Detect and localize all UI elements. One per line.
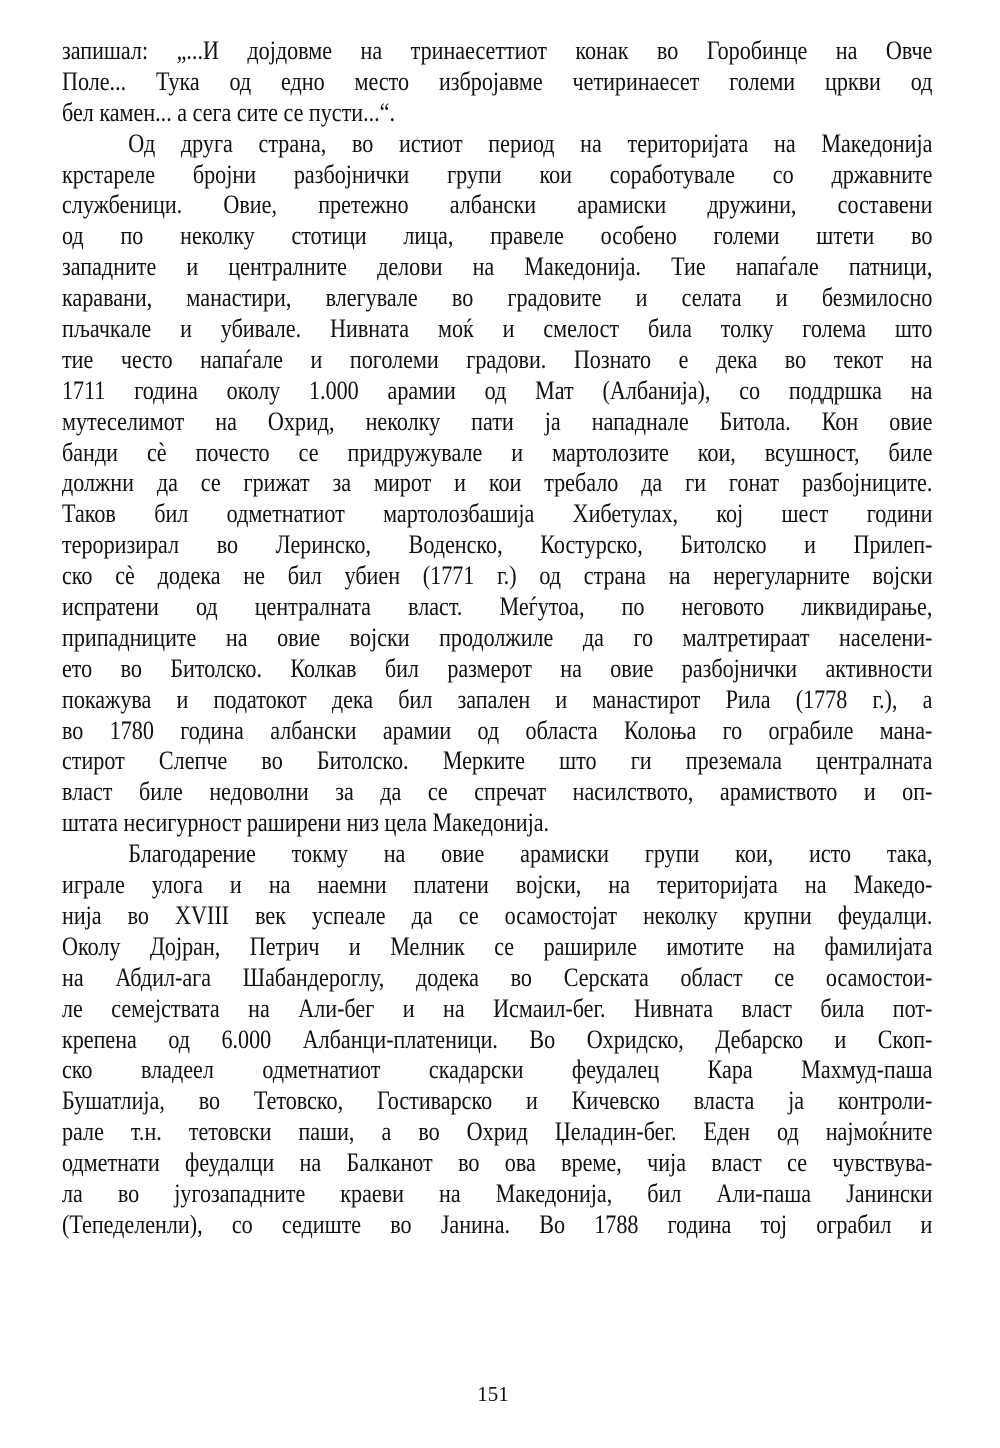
text-line: запишал: „...И дојдовме на тринаесеттиот конак во Горобинце на Овче bbox=[62, 36, 933, 65]
text-line: каравани, манастири, влегувале во градовите и селата и безмилосно bbox=[62, 283, 933, 313]
text-line: тие често напаѓале и поголеми градови. Познато е дека во текот на bbox=[62, 344, 933, 374]
paragraph bbox=[62, 36, 932, 129]
text-line: банди сè почесто се придружувале и мартолозите кои, всушност, биле bbox=[62, 437, 933, 467]
text-line: во 1780 година албански арамии од областа Колоња го ограбиле мана- bbox=[62, 715, 933, 745]
text-line: Таков бил одметнатиот мартолозбашија Хибетулах, кој шест години bbox=[62, 499, 933, 529]
text-line: од по неколку стотици лица, правеле особено големи штети во bbox=[62, 221, 933, 251]
text-line: Од друга страна, во истиот период на територијата на Македонија bbox=[128, 128, 933, 158]
page-number: 151 bbox=[477, 1382, 509, 1406]
text-line: (Тепеделенли), со седиштe во Јанина. Во 1788 година тој ограбил и bbox=[62, 1209, 933, 1239]
text-line: ето во Битолско. Колкав бил размерот на овие разбојнички активности bbox=[62, 653, 933, 683]
body-text bbox=[62, 36, 932, 1241]
text-line: тероризирал во Леринско, Воденско, Костурско, Битолско и Прилеп- bbox=[62, 530, 933, 560]
text-line: бел камен... а сега сите се пусти...“. bbox=[62, 97, 396, 127]
text-line: штата несигурност раширени низ цела Македонија. bbox=[62, 808, 550, 838]
text-line: должни да се грижат за мирот и кои требало да ги гонат разбојниците. bbox=[62, 468, 933, 498]
text-line: Поле... Тука од едно место избројавме четиринаесет големи цркви од bbox=[62, 66, 933, 96]
text-line: власт биле недоволни за да се спречат насилството, арамиството и оп- bbox=[62, 777, 933, 807]
text-line: ско сè додека не бил убиен (1771 г.) од страна на нерегуларните војски bbox=[62, 561, 933, 591]
text-line: западните и централните делови на Македонија. Тие напаѓале патници, bbox=[62, 252, 933, 282]
paragraph bbox=[62, 129, 932, 839]
paragraph bbox=[62, 839, 932, 1241]
text-line: рале т.н. тетовски паши, а во Охрид Џеладин-бег. Еден од најмоќните bbox=[62, 1117, 933, 1147]
text-line: припадниците на овие војски продолжиле да го малтретираат населени- bbox=[62, 622, 933, 652]
text-line: одметнати феудалци на Балканот во ова време, чија власт се чувствува- bbox=[62, 1148, 933, 1178]
text-line: службеници. Овие, претежно албански арамиски дружини, составени bbox=[62, 190, 933, 220]
text-line: ла во југозападните краеви на Македонија, бил Али-паша Јанински bbox=[62, 1178, 933, 1208]
text-line: Благодарение токму на овие арамиски групи кои, исто така, bbox=[128, 839, 933, 869]
text-line: ско владеел одметнатиот скадарски феудалец Кара Махмуд-паша bbox=[62, 1055, 933, 1085]
text-line: Околу Дојран, Петрич и Мелник се рашириле имотите на фамилијата bbox=[62, 931, 933, 961]
text-line: нија во XVIII век успеале да се осамостојат неколку крупни феудалци. bbox=[62, 900, 933, 930]
text-line: 1711 година околу 1.000 арамии од Мат (Албанија), со поддршка на bbox=[62, 375, 933, 405]
text-line: мутеселимот на Охрид, неколку пати ја нападнале Битола. Кон овие bbox=[62, 406, 933, 436]
text-line: крепена од 6.000 Албанци-платеници. Во Охридско, Дебарско и Скоп- bbox=[62, 1024, 933, 1054]
text-line: ле семејствата на Али-бег и на Исмаил-бег. Нивната власт била пот- bbox=[62, 993, 933, 1023]
text-line: стирот Слепче во Битолско. Мерките што ги преземала централната bbox=[62, 746, 933, 776]
text-line: пљачкале и убивале. Нивната моќ и смелост била толку голема што bbox=[62, 314, 933, 344]
text-line: на Абдил-ага Шабандероглу, додека во Серската област се осамостои- bbox=[62, 962, 933, 992]
text-line: крстареле бројни разбојнички групи кои соработувале со државните bbox=[62, 159, 933, 189]
text-line: покажува и податокот дека бил запален и манастирот Рила (1778 г.), а bbox=[62, 684, 933, 714]
text-line: играле улога и на наемни платени војски, на територијата на Македо- bbox=[62, 870, 933, 900]
text-line: испратени од централната власт. Меѓутоа, по неговото ликвидирање, bbox=[62, 592, 933, 622]
text-line: Бушатлија, во Тетовско, Гостиварско и Кичевско власта ја контроли- bbox=[62, 1086, 933, 1116]
